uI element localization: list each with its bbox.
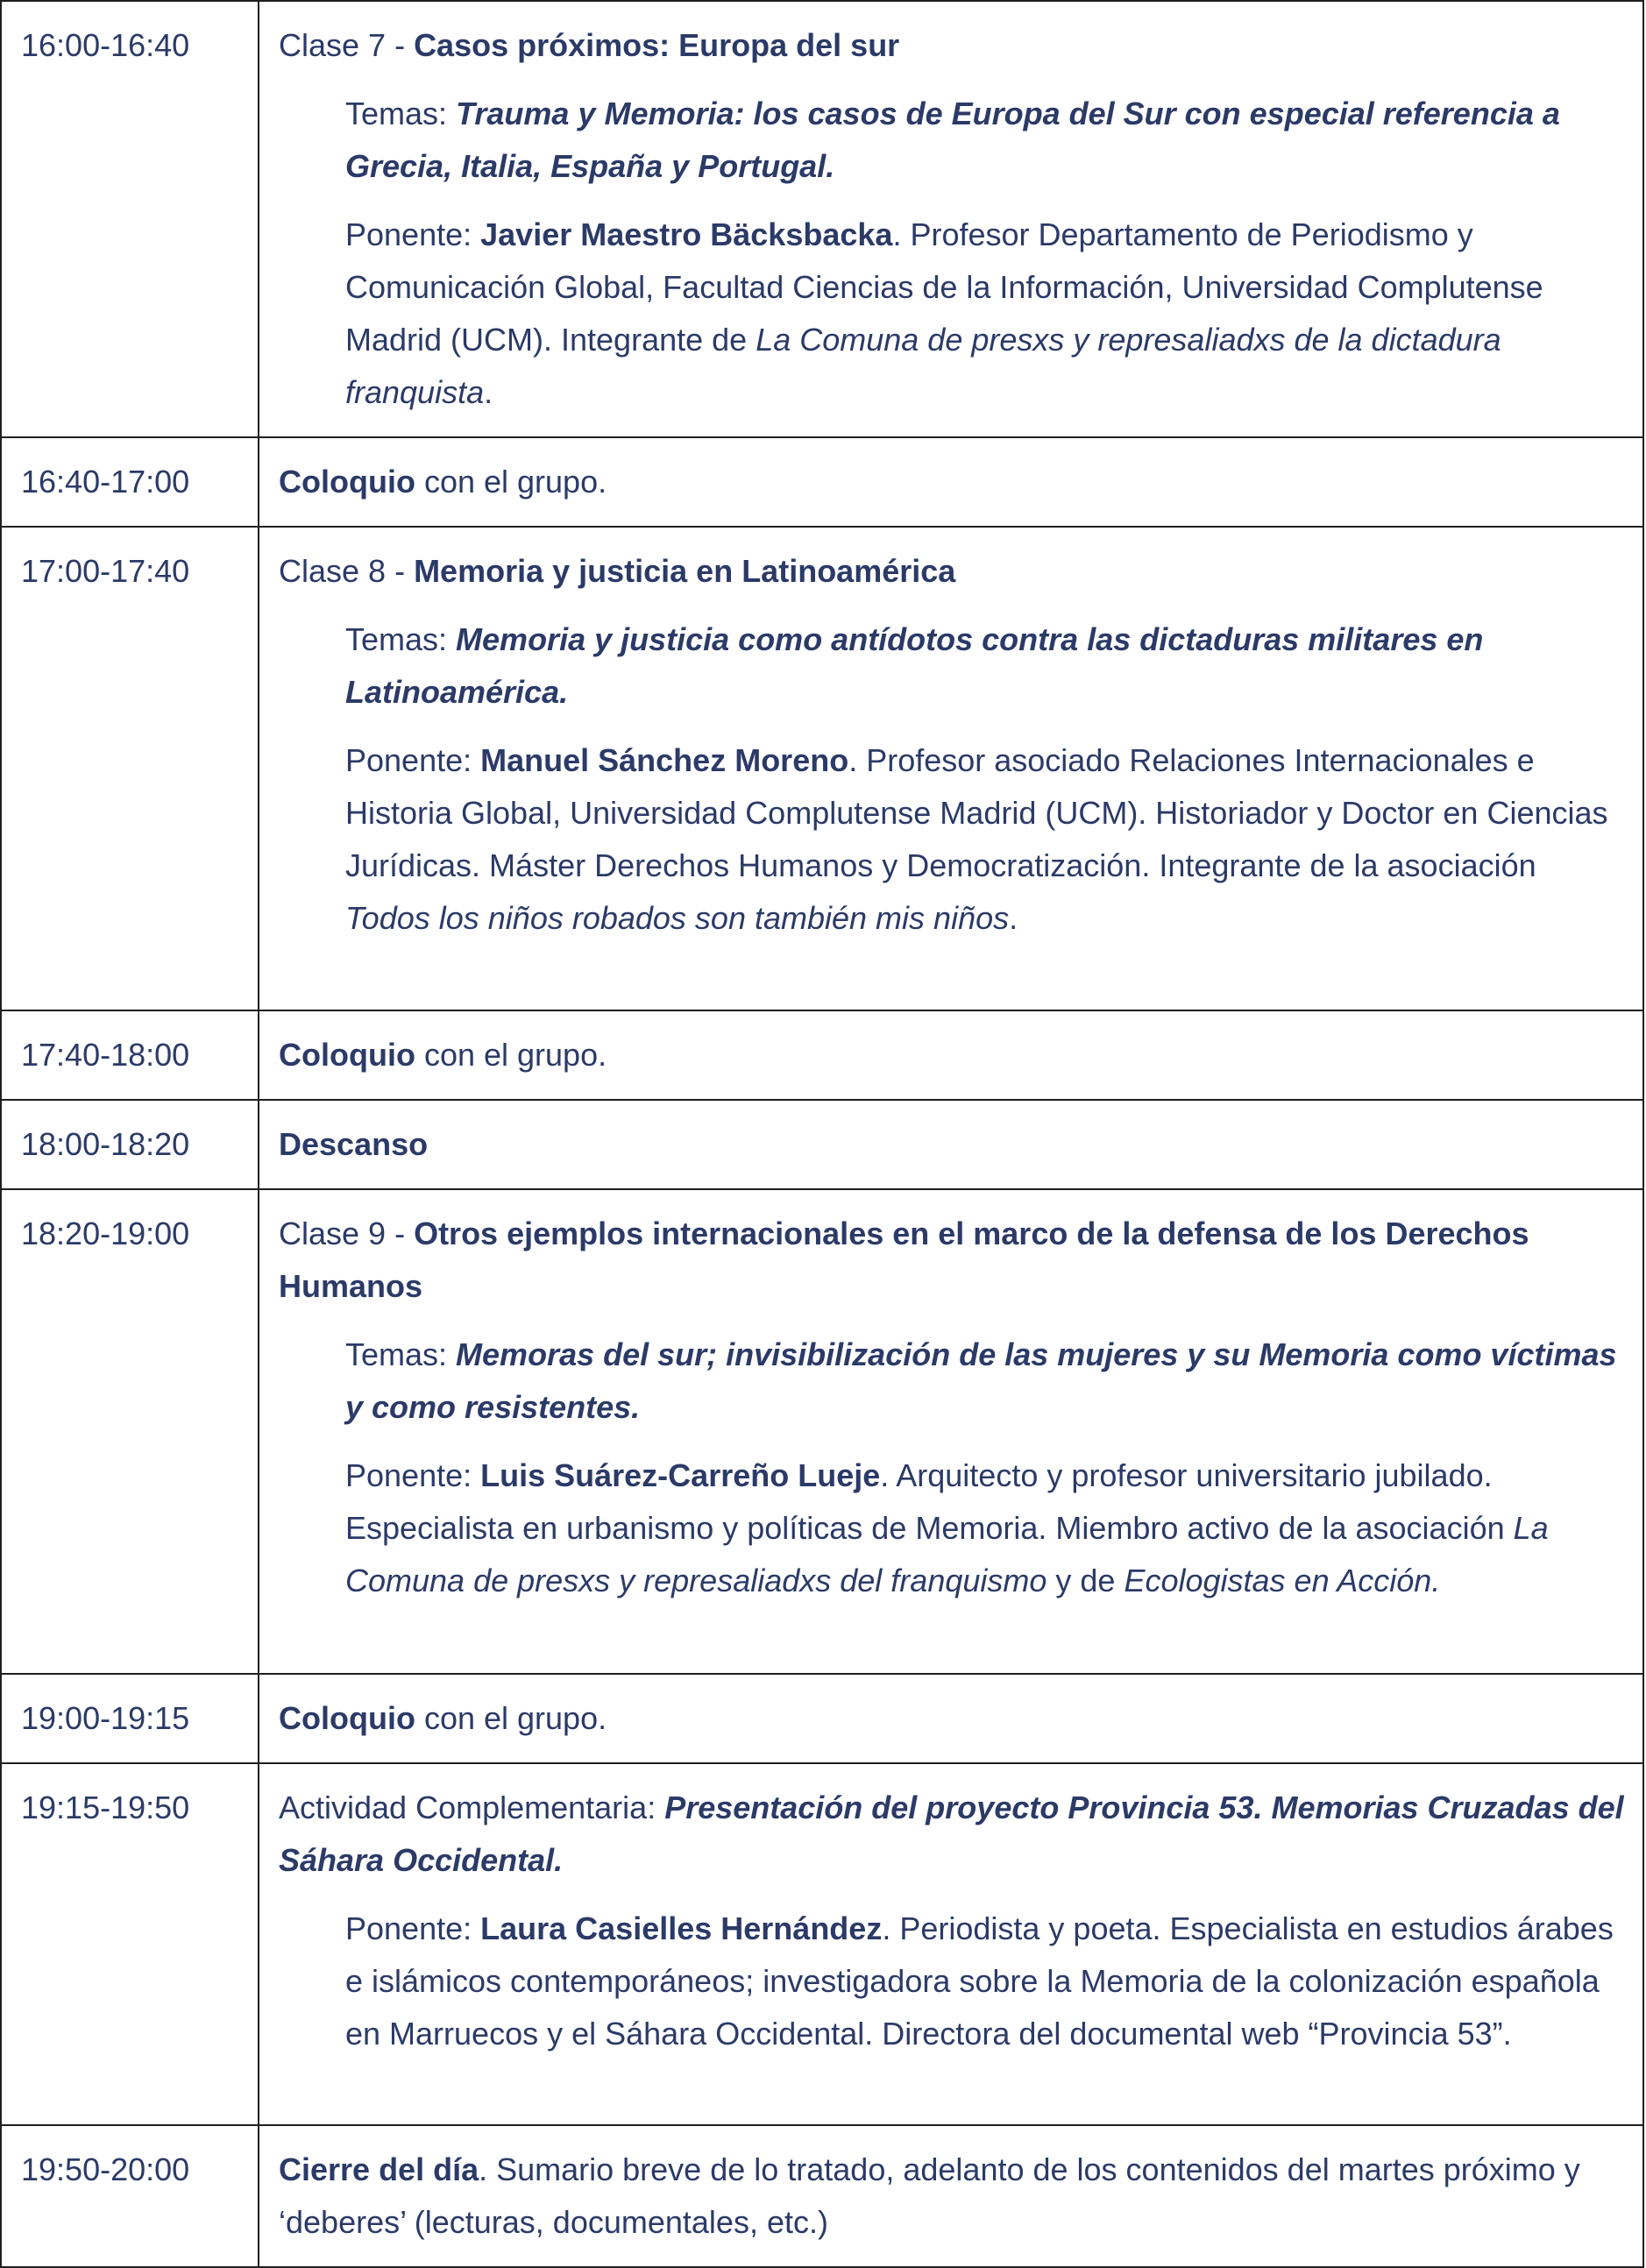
note-bold: Descanso: [279, 1126, 429, 1162]
speaker-connector: y de: [1046, 1563, 1125, 1598]
schedule-row: [1, 437, 1643, 527]
session-note: [279, 1029, 1625, 1081]
speaker-label: Ponente:: [345, 1910, 481, 1946]
session-cell: [259, 1674, 1643, 1763]
speaker-end: .: [1009, 900, 1018, 936]
speaker-end: .: [484, 374, 493, 410]
time-cell: 17:00-17:40: [1, 527, 259, 1010]
speaker-description: . Periodista y poeta. Especialista en estudios árabes e islámicos contemporáneos; investigadora sobre la Memoria de la colonización española en Marruecos y el Sáhara Occidental. Directora del documental web “Provincia 53”.: [345, 1910, 1614, 2052]
time-cell: 16:40-17:00: [1, 437, 259, 527]
session-prefix: Clase 7 -: [279, 27, 415, 63]
session-cell: [259, 1010, 1643, 1100]
session-cell: [259, 1, 1643, 437]
session-title: Presentación del proyecto Provincia 53. Memorias Cruzadas del Sáhara Occidental.: [279, 1790, 1624, 1878]
speaker-label: Ponente:: [345, 216, 481, 252]
session-speaker: [345, 209, 1625, 419]
topics-text: Memoras del sur; invisibilización de las mujeres y su Memoria como víctimas y como resistentes.: [345, 1336, 1617, 1425]
schedule-row: [1, 2125, 1643, 2267]
session-note: [279, 1118, 1625, 1171]
time-cell: 17:40-18:00: [1, 1010, 259, 1100]
schedule-row: [1, 1010, 1643, 1100]
session-speaker: [345, 734, 1625, 945]
session-topics: [345, 88, 1625, 193]
schedule-row: [1, 1763, 1643, 2125]
time-cell: 19:15-19:50: [1, 1763, 259, 2125]
schedule-row: [1, 1674, 1643, 1763]
schedule-row: [1, 527, 1643, 1010]
session-title: Memoria y justicia en Latinoamérica: [414, 553, 956, 589]
session-heading: [279, 545, 1625, 598]
note-bold: Coloquio: [279, 1700, 415, 1736]
speaker-organization-2: Ecologistas en Acción.: [1124, 1563, 1441, 1598]
topics-label: Temas:: [345, 1336, 457, 1372]
speaker-organization: La Comuna de presxs y represaliadxs del franquismo: [345, 1510, 1549, 1598]
session-cell: [259, 1189, 1643, 1674]
session-heading: [279, 1208, 1625, 1313]
speaker-label: Ponente:: [345, 742, 481, 778]
time-cell: 19:50-20:00: [1, 2125, 259, 2267]
schedule-row: [1, 1100, 1643, 1189]
note-text: con el grupo.: [415, 464, 607, 500]
session-prefix: Actividad Complementaria:: [279, 1790, 665, 1825]
speaker-label: Ponente:: [345, 1457, 481, 1493]
session-cell: [259, 1763, 1643, 2125]
speaker-name: Javier Maestro Bäcksbacka: [480, 216, 893, 252]
time-cell: 19:00-19:15: [1, 1674, 259, 1763]
note-text: con el grupo.: [415, 1037, 607, 1073]
speaker-name: Laura Casielles Hernández: [480, 1910, 883, 1946]
time-cell: 16:00-16:40: [1, 1, 259, 437]
schedule-row: [1, 1189, 1643, 1674]
speaker-description: . Profesor asociado Relaciones Internacionales e Historia Global, Universidad Complutense Madrid (UCM). Historiador y Doctor en Ciencias Jurídicas. Máster Derechos Humanos y Democratización. Integrante de la asociación: [345, 742, 1608, 883]
session-note: [279, 456, 1625, 508]
note-text: . Sumario breve de lo tratado, adelanto de los contenidos del martes próximo y ‘deberes’ (lecturas, documentales, etc.): [279, 2151, 1580, 2240]
session-topics: [345, 1329, 1625, 1434]
session-speaker: [345, 1903, 1625, 2060]
session-topics: [345, 613, 1625, 719]
time-cell: 18:00-18:20: [1, 1100, 259, 1189]
topics-label: Temas:: [345, 621, 457, 657]
session-cell: [259, 437, 1643, 527]
speaker-description: . Profesor Departamento de Periodismo y Comunicación Global, Facultad Ciencias de la Información, Universidad Complutense Madrid (UCM). Integrante de: [345, 216, 1543, 358]
session-note: [279, 1692, 1625, 1745]
note-bold: Cierre del día: [279, 2151, 479, 2187]
session-heading: [279, 19, 1625, 72]
session-prefix: Clase 8 -: [279, 553, 415, 589]
time-cell: 18:20-19:00: [1, 1189, 259, 1674]
note-text: con el grupo.: [415, 1700, 607, 1736]
session-title: Casos próximos: Europa del sur: [414, 27, 900, 63]
topics-label: Temas:: [345, 96, 457, 131]
note-bold: Coloquio: [279, 464, 415, 500]
speaker-description: . Arquitecto y profesor universitario jubilado. Especialista en urbanismo y políticas de Memoria. Miembro activo de la asociación: [345, 1457, 1514, 1546]
session-prefix: Clase 9 -: [279, 1216, 415, 1251]
speaker-organization: Todos los niños robados son también mis niños: [345, 900, 1010, 936]
topics-text: Trauma y Memoria: los casos de Europa del Sur con especial referencia a Grecia, Italia, España y Portugal.: [345, 96, 1560, 184]
speaker-organization: La Comuna de presxs y represaliadxs de la dictadura franquista: [345, 322, 1501, 410]
topics-text: Memoria y justicia como antídotos contra las dictaduras militares en Latinoamérica.: [345, 621, 1484, 710]
session-cell: [259, 1100, 1643, 1189]
session-title: Otros ejemplos internacionales en el marco de la defensa de los Derechos Humanos: [279, 1216, 1529, 1304]
session-cell: [259, 527, 1643, 1010]
session-note: [279, 2144, 1625, 2249]
speaker-name: Luis Suárez-Carreño Lueje: [480, 1457, 881, 1493]
session-speaker: [345, 1449, 1625, 1607]
note-bold: Coloquio: [279, 1037, 415, 1073]
speaker-name: Manuel Sánchez Moreno: [480, 742, 849, 778]
session-heading: [279, 1782, 1625, 1887]
schedule-row: [1, 1, 1643, 437]
session-cell: [259, 2125, 1643, 2267]
